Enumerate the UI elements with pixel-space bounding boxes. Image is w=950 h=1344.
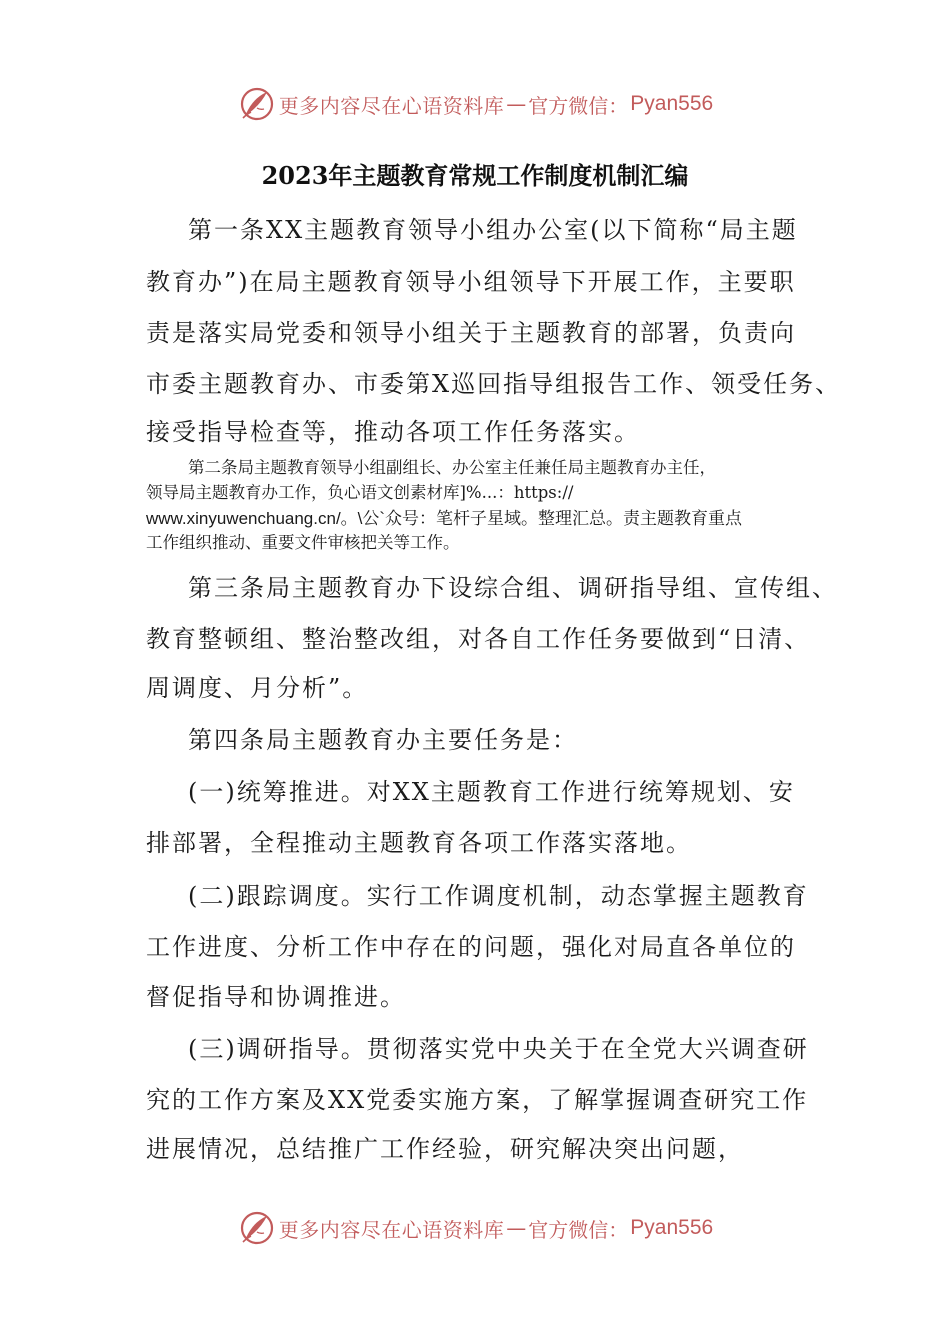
item3-line: (三)调研指导。贯彻落实党中央关于在全党大兴调查研 bbox=[188, 1035, 809, 1063]
article4-line: 第四条局主题教育办主要任务是： bbox=[188, 726, 578, 754]
article3-line: 第三条局主题教育办下设综合组、调研指导组、宣传组、 bbox=[188, 574, 838, 602]
article3-line: 周调度、月分析”。 bbox=[146, 674, 369, 702]
document-title: 2023年主题教育常规工作制度机制汇编 bbox=[261, 161, 689, 190]
pen-logo-icon bbox=[237, 84, 277, 124]
footer-watermark-banner bbox=[0, 1206, 950, 1250]
banner-wechat-label: 官方微信： bbox=[528, 93, 629, 118]
header-watermark-banner bbox=[0, 82, 950, 126]
article3-line: 教育整顿组、整治整改组，对各自工作任务要做到“日清、 bbox=[146, 625, 811, 653]
item2-line: (二)跟踪调度。实行工作调度机制，动态掌握主题教育 bbox=[188, 882, 809, 910]
article2-line: 工作组织推动、重要文件审核把关等工作。 bbox=[146, 533, 460, 552]
item1-line: 排部署，全程推动主题教育各项工作落实落地。 bbox=[146, 829, 692, 857]
banner-wechat-label: 官方微信： bbox=[528, 1217, 629, 1242]
article1-line: 接受指导检查等，推动各项工作任务落实。 bbox=[146, 418, 640, 446]
banner-text: 更多内容尽在心语资料库 bbox=[278, 1217, 505, 1242]
article2-url-text: www.xinyuwenchuang.cn/。\公`众号：笔杆子星域。整理汇总。责主题教育重点 bbox=[146, 509, 743, 528]
banner-wechat-id: Pyan556 bbox=[630, 92, 714, 115]
banner-separator: — bbox=[506, 92, 527, 116]
article1-line: 第一条XX主题教育领导小组办公室(以下简称“局主题 bbox=[188, 216, 798, 244]
article1-line: 责是落实局党委和领导小组关于主题教育的部署，负责向 bbox=[146, 319, 796, 347]
item2-line: 督促指导和协调推进。 bbox=[146, 983, 406, 1011]
banner-text: 更多内容尽在心语资料库 bbox=[278, 93, 505, 118]
article1-line: 市委主题教育办、市委第X巡回指导组报告工作、领受任务、 bbox=[146, 370, 842, 398]
item3-line: 进展情况，总结推广工作经验，研究解决突出问题， bbox=[146, 1135, 744, 1163]
article1-line: 教育办”)在局主题教育领导小组领导下开展工作，主要职 bbox=[146, 268, 796, 296]
pen-logo-icon bbox=[237, 1208, 277, 1248]
item2-line: 工作进度、分析工作中存在的问题，强化对局直各单位的 bbox=[146, 933, 796, 961]
article2-line: 第二条局主题教育领导小组副组长、办公室主任兼任局主题教育办主任， bbox=[188, 458, 716, 477]
article2-line: 领导局主题教育办工作，负心语文创素材库]%...：https:// bbox=[146, 483, 574, 502]
item3-line: 究的工作方案及XX党委实施方案，了解掌握调查研究工作 bbox=[146, 1086, 809, 1114]
banner-separator: — bbox=[506, 1216, 527, 1240]
article2-line bbox=[146, 504, 742, 529]
item1-line: (一)统筹推进。对XX主题教育工作进行统筹规划、安 bbox=[188, 778, 795, 806]
banner-wechat-id: Pyan556 bbox=[630, 1216, 714, 1239]
